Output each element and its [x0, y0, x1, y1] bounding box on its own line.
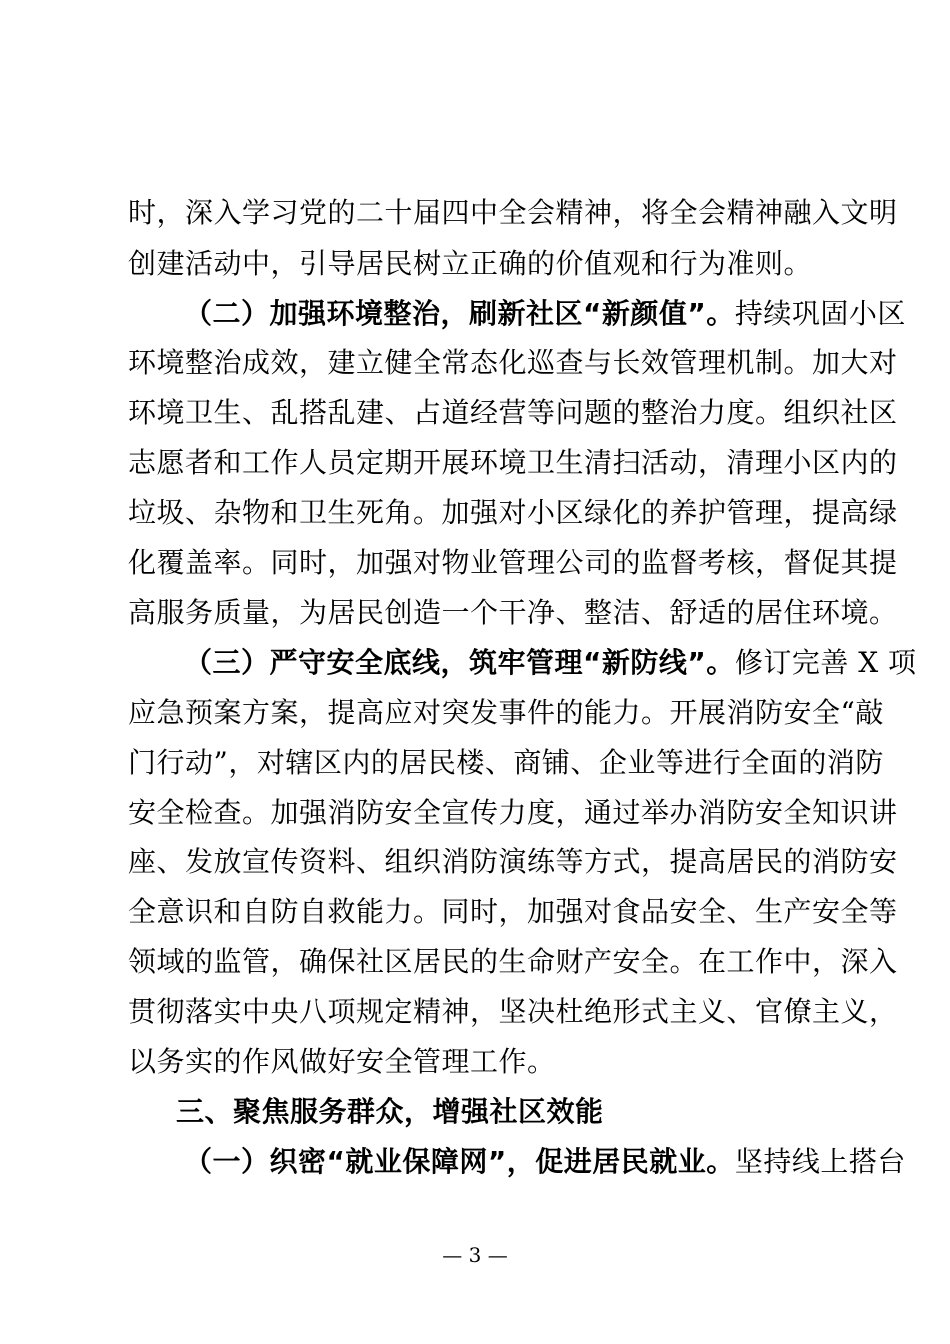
- paragraph-line: [128, 992, 898, 1032]
- line-text: 以务实的作风做好安全管理工作。: [128, 1045, 556, 1078]
- paragraph-line: [128, 193, 898, 233]
- section-heading-line: [184, 294, 906, 334]
- paragraph-line: [128, 593, 898, 633]
- paragraph-line: [128, 793, 898, 833]
- line-text: 坚持线上搭台: [734, 1145, 906, 1178]
- line-text: 安全检查。加强消防安全宣传力度，通过举办消防安全知识讲: [128, 796, 898, 829]
- line-text: 化覆盖率。同时，加强对物业管理公司的监督考核，督促其提: [128, 546, 898, 579]
- chapter-heading-line: [176, 1092, 814, 1132]
- line-text: 垃圾、杂物和卫生死角。加强对小区绿化的养护管理，提高绿: [128, 496, 898, 529]
- page-number: — 3 —: [442, 1243, 508, 1267]
- line-text: 高服务质量，为居民创造一个干净、整洁、舒适的居住环境。: [128, 596, 898, 629]
- line-text: 全意识和自防自救能力。同时，加强对食品安全、生产安全等: [128, 895, 898, 928]
- line-text: 创建活动中，引导居民树立正确的价值观和行为准则。: [128, 247, 813, 280]
- line-text: 座、发放宣传资料、组织消防演练等方式，提高居民的消防安: [128, 845, 898, 878]
- line-text: 应急预案方案，提高应对突发事件的能力。开展消防安全“敲: [128, 696, 884, 729]
- paragraph-line: [128, 393, 898, 433]
- paragraph-line: [128, 244, 822, 284]
- line-text: 门行动”，对辖区内的居民楼、商铺、企业等进行全面的消防: [128, 746, 884, 779]
- paragraph-line: [128, 493, 898, 533]
- paragraph-line: [128, 443, 898, 483]
- line-text: 贯彻落实中央八项规定精神，坚决杜绝形式主义、官僚主义，: [128, 995, 898, 1028]
- paragraph-line: [128, 892, 898, 932]
- paragraph-line: [128, 1042, 822, 1082]
- section-heading: （二）加强环境整治，刷新社区“新颜值”。: [184, 297, 735, 330]
- line-text: 志愿者和工作人员定期开展环境卫生清扫活动，清理小区内的: [128, 446, 898, 479]
- paragraph-line: [128, 543, 898, 583]
- paragraph-line: [128, 743, 884, 783]
- paragraph-line: [128, 942, 898, 982]
- paragraph-line: [128, 693, 884, 733]
- chapter-heading: 三、聚焦服务群众，增强社区效能: [176, 1095, 604, 1128]
- section-heading: （三）严守安全底线，筑牢管理“新防线”。: [184, 646, 735, 679]
- paragraph-line: [128, 343, 898, 383]
- paragraph-line: [128, 842, 898, 882]
- section-heading: （一）织密“就业保障网”，促进居民就业。: [184, 1145, 735, 1178]
- line-text: 持续巩固小区: [734, 297, 906, 330]
- line-text: 修订完善 X 项: [734, 646, 917, 679]
- section-heading-line: [184, 643, 917, 683]
- line-text: 领域的监管，确保社区居民的生命财产安全。在工作中，深入: [128, 945, 898, 978]
- section-heading-line: [184, 1142, 906, 1182]
- line-text: 环境整治成效，建立健全常态化巡查与长效管理机制。加大对: [128, 346, 898, 379]
- line-text: 时，深入学习党的二十届四中全会精神，将全会精神融入文明: [128, 196, 898, 229]
- line-text: 环境卫生、乱搭乱建、占道经营等问题的整治力度。组织社区: [128, 396, 898, 429]
